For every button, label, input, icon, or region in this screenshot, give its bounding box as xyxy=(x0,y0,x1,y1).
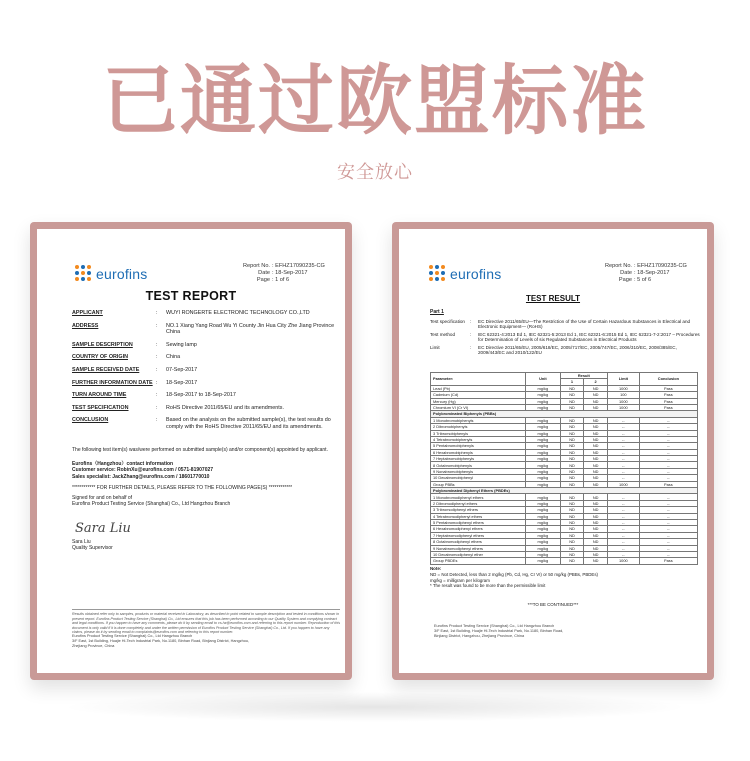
th-unit: Unit xyxy=(526,373,561,386)
spec-colon: : xyxy=(470,319,472,324)
parameter-cell: 7 Heptabromodiphenyl ethers xyxy=(431,532,526,538)
report-footer xyxy=(72,634,249,648)
field-colon: : xyxy=(156,366,158,373)
limit-cell: -- xyxy=(607,500,639,506)
conclusion-cell: Pass xyxy=(639,404,697,410)
disclaimer: Results obtained refer only to samples, products or material received in Laboratory, as described in point related to sample description and tested in conditions shown in present report. Eurofins Product Testing Service (Shanghai) Co., Ltd ensures that this job has been performed according to our Quality System and complying contract and legal conditions. If you happen to have any comments, please do it by sending email to cs.hz@eurofins.com and referring to this report number. Reproduction of this document is only valid if it is done completely and under the written permission of Eurofins Product Testing Service (Shanghai) Co., Ltd. If you happen to have any claims, please do it by sending email to complaints@eurofins.com and referring to this report number. xyxy=(72,609,340,635)
result2-cell: ND xyxy=(584,545,608,551)
field-colon: : xyxy=(156,341,158,348)
signature: Sara Liu xyxy=(75,521,131,536)
parameter-cell: 8 Octabromodiphenyl ethers xyxy=(431,539,526,545)
report-statement: The following test item(s) was/were performed on submitted sample(s) and/or component(s) appointed by applicant. xyxy=(72,447,328,453)
meta-row xyxy=(604,270,687,277)
parameter-cell: Mercury (Hg) xyxy=(431,398,526,404)
limit-cell: -- xyxy=(607,507,639,513)
unit-cell: mg/kg xyxy=(526,551,561,557)
th-result-2: 2 xyxy=(584,379,608,385)
spec-value: EC Directive 2011/65/EU, 2005/618/EC, 2005/717/EC, 2005/747/EC, 2006/310/EC, 2008/385/EC, 2009/443/EC and 2010/122/EU xyxy=(478,344,677,356)
th-conclusion: Conclusion xyxy=(639,373,697,386)
contact-title: Eurofins（Hangzhou）contact information xyxy=(72,461,174,467)
result1-cell: ND xyxy=(560,385,584,391)
parameter-cell: 7 Heptabromobiphenyls xyxy=(431,456,526,462)
contact-customer-service: Customer service: RobinXu@eurofins.com / 0571-81907027 xyxy=(72,467,214,474)
meta-row xyxy=(604,263,687,270)
unit-cell: mg/kg xyxy=(526,430,561,436)
unit-cell: mg/kg xyxy=(526,385,561,391)
th-result-1: 1 xyxy=(560,379,584,385)
result1-cell: ND xyxy=(560,456,584,462)
limit-cell: -- xyxy=(607,443,639,449)
spec-value: EC Directive 2011/65/EU—The Restriction of the Use of Certain Hazardous Substances in Electrical and Electronic Equipment— (RoHS) xyxy=(478,319,691,330)
limit-cell: -- xyxy=(607,494,639,500)
test-result-page xyxy=(399,229,707,673)
unit-cell: mg/kg xyxy=(526,500,561,506)
certificate-frame-left xyxy=(30,222,352,680)
spec-colon: : xyxy=(470,344,472,350)
hero-subtitle: 安全放心 xyxy=(337,162,413,183)
limit-cell: -- xyxy=(607,449,639,455)
result2-cell: ND xyxy=(584,462,608,468)
footer-line: 3/F East, 1st Building, Huajie Hi-Tech Industrial Park, No.1180, Binhan Road, xyxy=(434,628,564,633)
result1-cell: ND xyxy=(560,468,584,474)
parameter-cell: Group PBDEs xyxy=(431,558,526,564)
note-line: * The result was found to be more than the permissible limit xyxy=(430,583,546,589)
parameter-cell: 4 Tetrabromobiphenyls xyxy=(431,436,526,442)
result1-cell: ND xyxy=(560,545,584,551)
limit-cell: -- xyxy=(607,539,639,545)
contact-block xyxy=(72,461,338,480)
th-result: Result xyxy=(560,373,607,379)
field-label: SAMPLE RECEIVED DATE xyxy=(72,366,140,373)
meta-key: Page xyxy=(256,277,270,283)
result1-cell: ND xyxy=(560,443,584,449)
limit-cell: -- xyxy=(607,551,639,557)
meta-row xyxy=(242,270,325,277)
result1-cell: ND xyxy=(560,558,584,564)
result1-cell: ND xyxy=(560,475,584,481)
conclusion-cell: -- xyxy=(639,456,697,462)
conclusion-cell: Pass xyxy=(639,481,697,487)
result2-cell: ND xyxy=(584,392,608,398)
meta-row xyxy=(604,277,687,284)
unit-cell: mg/kg xyxy=(526,513,561,519)
conclusion-cell: -- xyxy=(639,443,697,449)
parameter-cell: 3 Tribromodiphenyl ethers xyxy=(431,507,526,513)
further-details: ************ FOR FURTHER DETAILS, PLEASE REFER TO THE FOLLOWING PAGE(S) ************ xyxy=(72,485,293,491)
result1-cell: ND xyxy=(560,398,584,404)
unit-cell: mg/kg xyxy=(526,475,561,481)
field-value: Sewing lamp xyxy=(166,341,197,348)
conclusion-cell: -- xyxy=(639,468,697,474)
unit-cell: mg/kg xyxy=(526,468,561,474)
certificate-frame-right xyxy=(392,222,714,680)
parameter-cell: Lead (Pb) xyxy=(431,385,526,391)
result2-cell: ND xyxy=(584,475,608,481)
field-label: APPLICANT xyxy=(72,310,103,316)
unit-cell: mg/kg xyxy=(526,443,561,449)
field-label: TEST SPECIFICATION xyxy=(72,404,129,411)
parameter-cell: 2 Dibromodiphenyl ethers xyxy=(431,500,526,506)
report-title: TEST REPORT xyxy=(145,289,237,303)
meta-value: : 18-Sep-2017 xyxy=(634,270,670,276)
conclusion-cell: -- xyxy=(639,424,697,430)
limit-cell: -- xyxy=(607,436,639,442)
unit-cell: mg/kg xyxy=(526,462,561,468)
unit-cell: mg/kg xyxy=(526,404,561,410)
result1-cell: ND xyxy=(560,507,584,513)
unit-cell: mg/kg xyxy=(526,392,561,398)
signed-org: Eurofins Product Testing Service (Shanghai) Co., Ltd Hangzhou Branch xyxy=(72,501,231,508)
result1-cell: ND xyxy=(560,539,584,545)
spec-block xyxy=(430,319,700,357)
result1-cell: ND xyxy=(560,519,584,525)
unit-cell: mg/kg xyxy=(526,398,561,404)
result2-cell: ND xyxy=(584,398,608,404)
unit-cell: mg/kg xyxy=(526,449,561,455)
spec-label: Test method xyxy=(430,331,456,337)
limit-cell: -- xyxy=(607,526,639,532)
unit-cell: mg/kg xyxy=(526,539,561,545)
conclusion-cell: Pass xyxy=(639,392,697,398)
limit-cell: -- xyxy=(607,532,639,538)
note-line: Note: xyxy=(430,566,442,571)
result1-cell: ND xyxy=(560,532,584,538)
result2-cell: ND xyxy=(584,507,608,513)
report-fields xyxy=(72,310,342,437)
conclusion-cell: -- xyxy=(639,449,697,455)
result-title: TEST RESULT xyxy=(525,294,581,303)
field-label: SAMPLE DESCRIPTION xyxy=(72,341,133,348)
result2-cell: ND xyxy=(584,436,608,442)
limit-cell: -- xyxy=(607,475,639,481)
footer-line: 3/F East, 1st Building, Huajie Hi-Tech Industrial Park, No.1180, Binhan Road, Binjiang District, Hangzhou, xyxy=(72,638,249,643)
conclusion-cell: Pass xyxy=(639,385,697,391)
unit-cell: mg/kg xyxy=(526,558,561,564)
field-colon: : xyxy=(156,417,158,424)
result2-cell: ND xyxy=(584,500,608,506)
limit-cell: -- xyxy=(607,456,639,462)
meta-value: : EFHZ17090235-CG xyxy=(272,263,325,269)
result1-cell: ND xyxy=(560,551,584,557)
meta-key: Report No. xyxy=(242,263,270,269)
field-row xyxy=(72,405,342,412)
signed-label: Signed for and on behalf of xyxy=(72,495,133,501)
conclusion-cell: -- xyxy=(639,526,697,532)
field-value: 07-Sep-2017 xyxy=(166,366,198,373)
result1-cell: ND xyxy=(560,513,584,519)
field-value: 18-Sep-2017 to 18-Sep-2017 xyxy=(166,392,236,399)
meta-value: : 18-Sep-2017 xyxy=(272,270,308,276)
conclusion-cell: -- xyxy=(639,519,697,525)
parameter-cell: Chromium VI (Cr VI) xyxy=(431,404,526,410)
meta-key: Report No. xyxy=(604,263,632,269)
brand-name: eurofins xyxy=(450,265,502,282)
conclusion-cell: -- xyxy=(639,500,697,506)
spec-row xyxy=(430,332,700,343)
result2-cell: ND xyxy=(584,385,608,391)
limit-cell: 1000 xyxy=(607,398,639,404)
eurofins-logo xyxy=(429,265,501,282)
conclusion-cell: -- xyxy=(639,430,697,436)
parameter-cell: 10 Decabromodiphenyl ether xyxy=(431,551,526,557)
unit-cell: mg/kg xyxy=(526,481,561,487)
field-row xyxy=(72,310,342,317)
result1-cell: ND xyxy=(560,436,584,442)
parameter-cell: 4 Tetrabromodiphenyl ethers xyxy=(431,513,526,519)
result1-cell: ND xyxy=(560,392,584,398)
limit-cell: -- xyxy=(607,417,639,423)
field-value: WUYI RONGERTE ELECTRONIC TECHNOLOGY CO.,LTD xyxy=(166,310,310,316)
unit-cell: mg/kg xyxy=(526,456,561,462)
part-label: Part 1 xyxy=(430,309,444,315)
spec-value: IEC 62321-4:2013 Ed 1, IEC 62321-5:2013 Ed 1, IEC 62321-6:2015 Ed 1, IEC 62321-7-2:2017 – Procedures for Determination of Levels of six Regulated Substances in Electrical Products xyxy=(478,331,700,343)
meta-value: : 5 of 6 xyxy=(634,277,652,283)
field-value: NO.1 Xiang Yang Road Wu Yi County Jin Hua City Zhe Jiang Province China xyxy=(166,322,335,336)
unit-cell: mg/kg xyxy=(526,424,561,430)
result2-cell: ND xyxy=(584,539,608,545)
parameter-cell: 3 Tribromobiphenyls xyxy=(431,430,526,436)
result2-cell: ND xyxy=(584,494,608,500)
conclusion-cell: -- xyxy=(639,417,697,423)
field-value: 18-Sep-2017 xyxy=(166,379,198,386)
result2-cell: ND xyxy=(584,404,608,410)
field-row xyxy=(72,417,342,430)
note-line: ND = Not Detected, less than 2 mg/kg (Pb, Cd, Hg, Cr VI) or 50 mg/kg (PBBs, PBDEs) xyxy=(430,571,599,577)
parameter-cell: 10 Decabromobiphenyl xyxy=(431,475,526,481)
result2-cell: ND xyxy=(584,551,608,557)
spec-row xyxy=(430,319,700,330)
result2-cell: ND xyxy=(584,417,608,423)
report-meta xyxy=(242,263,325,284)
result2-cell: ND xyxy=(584,443,608,449)
limit-cell: 100 xyxy=(607,392,639,398)
field-colon: : xyxy=(156,404,158,411)
field-label: COUNTRY OF ORIGIN xyxy=(72,354,129,361)
limit-cell: 1000 xyxy=(607,558,639,564)
parameter-cell: 6 Hexabromodiphenyl ethers xyxy=(431,526,526,532)
result2-cell: ND xyxy=(584,456,608,462)
unit-cell: mg/kg xyxy=(526,417,561,423)
result2-cell: ND xyxy=(584,532,608,538)
field-value: Based on the analysis on the submitted sample(s), the test results do comply with the RoHS Directive 2011/65/EU and its amendments. xyxy=(166,417,331,430)
field-label: CONCLUSION xyxy=(72,417,109,424)
spec-label: Test specification xyxy=(430,319,465,324)
hero-title: 已通过欧盟标准 xyxy=(102,56,648,145)
result1-cell: ND xyxy=(560,481,584,487)
result1-cell: ND xyxy=(560,462,584,468)
result2-cell: ND xyxy=(584,513,608,519)
limit-cell: -- xyxy=(607,519,639,525)
result1-cell: ND xyxy=(560,500,584,506)
parameter-cell: 9 Nonabromodiphenyl ethers xyxy=(431,545,526,551)
result2-cell: ND xyxy=(584,449,608,455)
contact-sales: Sales specialist: JackZhang@eurofins.com / 18601770010 xyxy=(72,473,210,480)
limit-cell: 1000 xyxy=(607,481,639,487)
field-row xyxy=(72,392,342,399)
limit-cell: -- xyxy=(607,430,639,436)
floor-shadow xyxy=(60,692,690,722)
meta-value: : EFHZ17090235-CG xyxy=(634,263,687,269)
result1-cell: ND xyxy=(560,404,584,410)
conclusion-cell: -- xyxy=(639,507,697,513)
eurofins-dots-icon xyxy=(75,265,92,282)
footer-line: Eurofins Product Testing Service (Shanghai) Co., Ltd Hangzhou Branch xyxy=(434,624,555,628)
conclusion-cell: -- xyxy=(639,475,697,481)
conclusion-cell: -- xyxy=(639,545,697,551)
field-label: FURTHER INFORMATION DATE xyxy=(72,379,153,386)
parameter-cell: 5 Pentabromobiphenyls xyxy=(431,443,526,449)
signer-role: Quality Supervisor xyxy=(72,545,113,552)
meta-value: : 1 of 6 xyxy=(272,277,290,283)
field-colon: : xyxy=(156,379,158,386)
meta-row xyxy=(242,263,325,270)
conclusion-cell: -- xyxy=(639,494,697,500)
result1-cell: ND xyxy=(560,526,584,532)
result1-cell: ND xyxy=(560,424,584,430)
results-table xyxy=(430,372,698,565)
footer-line: Eurofins Product Testing Service (Shanghai) Co., Ltd Hangzhou Branch xyxy=(72,634,193,638)
unit-cell: mg/kg xyxy=(526,494,561,500)
field-row xyxy=(72,354,342,361)
unit-cell: mg/kg xyxy=(526,545,561,551)
limit-cell: -- xyxy=(607,424,639,430)
unit-cell: mg/kg xyxy=(526,507,561,513)
result2-cell: ND xyxy=(584,430,608,436)
conclusion-cell: -- xyxy=(639,513,697,519)
field-colon: : xyxy=(156,354,158,361)
to-be-continued: ***TO BE CONTINUED*** xyxy=(527,602,579,607)
limit-cell: -- xyxy=(607,513,639,519)
meta-row xyxy=(242,277,325,284)
parameter-cell: 9 Nonabromobiphenyls xyxy=(431,468,526,474)
test-report-page xyxy=(37,229,345,673)
result1-cell: ND xyxy=(560,417,584,423)
result2-cell: ND xyxy=(584,481,608,487)
unit-cell: mg/kg xyxy=(526,436,561,442)
field-value: RoHS Directive 2011/65/EU and its amendments. xyxy=(166,404,284,411)
field-colon: : xyxy=(156,322,158,329)
table-row xyxy=(431,558,698,564)
footer-line: Zhejiang Province, China xyxy=(72,643,115,648)
limit-cell: 1000 xyxy=(607,404,639,410)
result1-cell: ND xyxy=(560,449,584,455)
parameter-cell: 8 Octabromobiphenyls xyxy=(431,462,526,468)
th-limit: Limit xyxy=(607,373,639,386)
parameter-cell: 2 Dibromobiphenyls xyxy=(431,424,526,430)
conclusion-cell: -- xyxy=(639,551,697,557)
signer-block xyxy=(72,539,338,552)
field-colon: : xyxy=(156,392,158,399)
group-label: Polybrominated Diphenyl Ethers (PBDEs) xyxy=(431,488,698,494)
result2-cell: ND xyxy=(584,558,608,564)
meta-key: Date xyxy=(620,270,632,276)
field-row xyxy=(72,380,342,387)
limit-cell: 1000 xyxy=(607,385,639,391)
conclusion-cell: -- xyxy=(639,532,697,538)
meta-key: Date xyxy=(258,270,270,276)
result2-cell: ND xyxy=(584,519,608,525)
unit-cell: mg/kg xyxy=(526,532,561,538)
conclusion-cell: Pass xyxy=(639,558,697,564)
parameter-cell: 5 Pentabromodiphenyl ethers xyxy=(431,519,526,525)
eurofins-dots-icon xyxy=(429,265,446,282)
parameter-cell: Cadmium (Cd) xyxy=(431,392,526,398)
limit-cell: -- xyxy=(607,462,639,468)
conclusion-cell: -- xyxy=(639,462,697,468)
th-parameter: Parameter: xyxy=(431,373,526,386)
eurofins-logo xyxy=(75,265,147,282)
field-row xyxy=(72,367,342,374)
parameter-cell: 1 Monobromodiphenyl ethers xyxy=(431,494,526,500)
result1-cell: ND xyxy=(560,430,584,436)
limit-cell: -- xyxy=(607,545,639,551)
result2-cell: ND xyxy=(584,424,608,430)
footer-line: Binjiang District, Hangzhou, Zhejiang Province, China xyxy=(434,633,525,638)
parameter-cell: 6 Hexabromobiphenyls xyxy=(431,449,526,455)
field-label: TURN AROUND TIME xyxy=(72,392,127,399)
conclusion-cell: Pass xyxy=(639,398,697,404)
note-line: mg/kg = milligram per kilogram xyxy=(430,577,490,583)
unit-cell: mg/kg xyxy=(526,526,561,532)
field-label: ADDRESS xyxy=(72,322,99,329)
spec-label: Limit xyxy=(430,344,440,350)
unit-cell: mg/kg xyxy=(526,519,561,525)
field-row xyxy=(72,323,342,336)
result2-cell: ND xyxy=(584,526,608,532)
result2-cell: ND xyxy=(584,468,608,474)
spec-colon: : xyxy=(470,331,472,337)
spec-row xyxy=(430,345,700,356)
signed-block xyxy=(72,495,338,508)
report-footer xyxy=(434,624,563,638)
field-value: China xyxy=(166,354,181,361)
group-label: Polybrominated Biphenyls (PBBs) xyxy=(431,411,698,417)
result1-cell: ND xyxy=(560,494,584,500)
brand-name: eurofins xyxy=(96,265,148,282)
signer-name: Sara Liu xyxy=(72,539,91,545)
conclusion-cell: -- xyxy=(639,436,697,442)
parameter-cell: 1 Monobromobiphenyls xyxy=(431,417,526,423)
field-row xyxy=(72,342,342,349)
field-colon: : xyxy=(156,310,158,316)
limit-cell: -- xyxy=(607,468,639,474)
report-meta xyxy=(604,263,687,284)
notes xyxy=(430,566,598,589)
meta-key: Page xyxy=(618,277,632,283)
parameter-cell: Group PBBs xyxy=(431,481,526,487)
conclusion-cell: -- xyxy=(639,539,697,545)
